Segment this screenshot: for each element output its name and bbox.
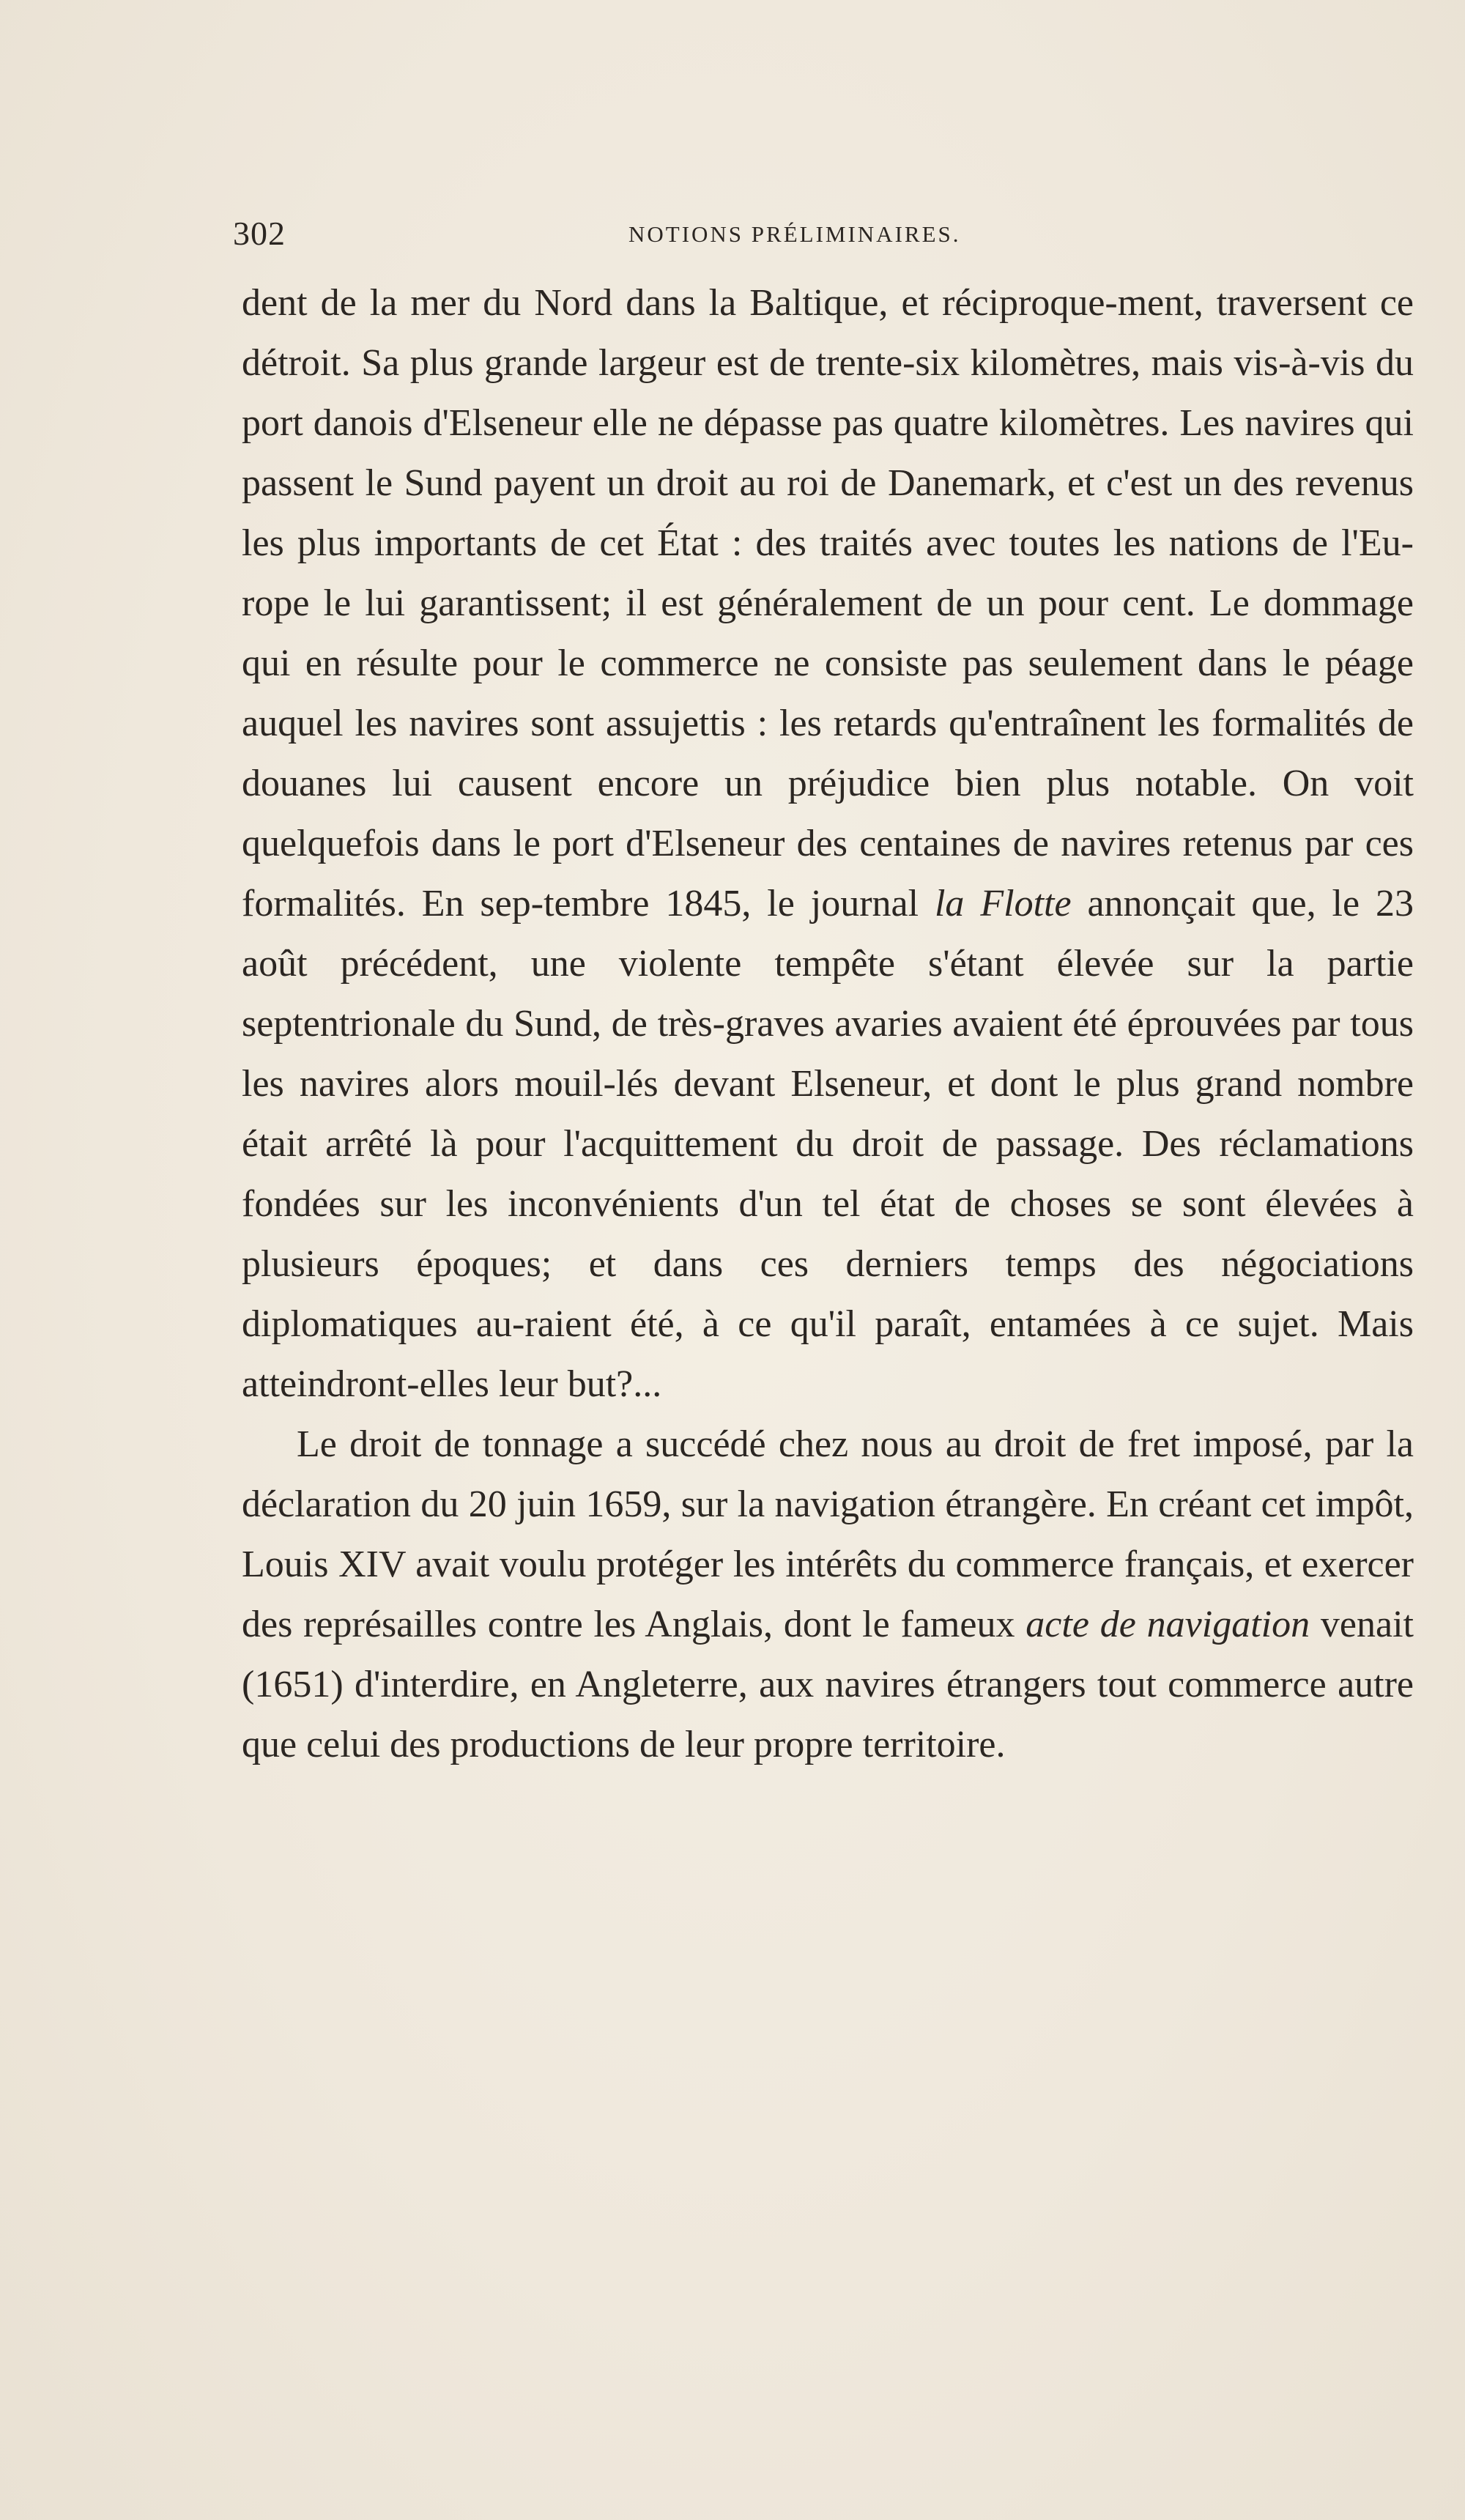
body-text — [242, 273, 1414, 1775]
paragraph-text: dent de la mer du Nord dans la Baltique, et réciproque-ment, traversent ce détroit. Sa plus grande largeur est de trente-six kilomètres, mais vis-à-vis du port danois d'Elseneur elle ne dépasse pas quatre kilomètres. Les navires qui passent le Sund payent un droit au roi de Danemark, et c'est un des revenus les plus importants de cet État : des traités avec toutes les nations de l'Eu-rope le lui garantissent; il est généralement de un pour cent. Le dommage qui en résulte pour le commerce ne consiste pas seulement dans le péage auquel les navires sont assujettis : les retards qu'entraînent les formalités de douanes lui causent encore un préjudice bien plus notable. On voit quelquefois dans le port d'Elseneur des centaines de navires retenus par ces formalités. En sep-tembre 1845, le journal — [242, 282, 1414, 924]
paragraph-droit-de-tonnage — [242, 1415, 1414, 1775]
paragraph-text: venait (1651) d'interdire, en Angleterre, aux navires étrangers tout commerce autre que celui des productions de leur propre territoire. — [242, 1604, 1414, 1765]
italic-title-la-flotte: la Flotte — [934, 883, 1072, 924]
italic-acte-de-navigation: acte de navigation — [1026, 1604, 1310, 1645]
paragraph-text: Le droit de tonnage a succédé chez nous au droit de fret imposé, par la déclaration du 20 juin 1659, sur la navigation étrangère. En créant cet impôt, Louis XIV avait voulu protéger les intérêts du commerce français, et exercer des représailles contre les Anglais, dont le fameux — [242, 1423, 1414, 1645]
page-header — [233, 214, 1414, 251]
paragraph-text: annonçait que, le 23 août précédent, une violente tempête s'étant élevée sur la partie septentrionale du Sund, de très-graves avaries avaient été éprouvées par tous les navires alors mouil-lés devant Elseneur, et dont le plus grand nombre était arrêté là pour l'acquittement du droit de passage. Des réclamations fondées sur les inconvénients d'un tel état de choses se sont élevées à plusieurs époques; et dans ces derniers temps des négociations diplomatiques au-raient été, à ce qu'il paraît, entamées à ce sujet. Mais atteindront-elles leur but?... — [242, 883, 1414, 1405]
running-head: NOTIONS PRÉLIMINAIRES. — [628, 221, 961, 247]
page-number: 302 — [233, 215, 286, 252]
paragraph-continuation — [242, 273, 1414, 1415]
